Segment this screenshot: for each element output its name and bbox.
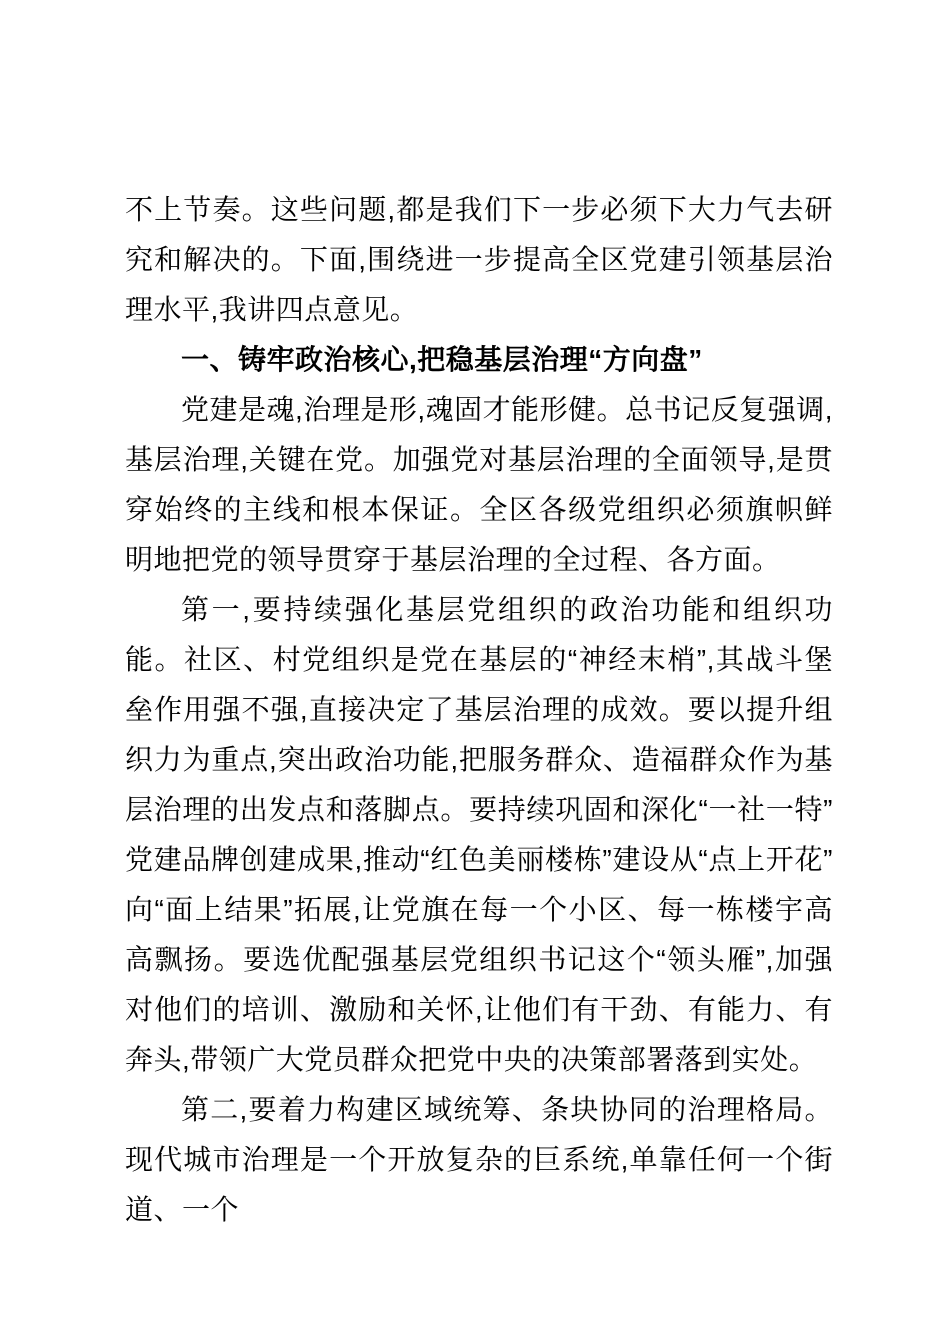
section-heading: 一、铸牢政治核心,把稳基层治理“方向盘”	[181, 344, 703, 375]
document-page	[125, 185, 833, 1235]
paragraph-first-point: 第一,要持续强化基层党组织的政治功能和组织功能。社区、村党组织是党在基层的“神经末梢”,其战斗堡垒作用强不强,直接决定了基层治理的成效。要以提升组织力为重点,突出政治功能,把服务群众、造福群众作为基层治理的出发点和落脚点。要持续巩固和深化“一社一特”党建品牌创建成果,推动“红色美丽楼栋”建设从“点上开花”向“面上结果”拓展,让党旗在每一个小区、每一栋楼宇高高飘扬。要选优配强基层党组织书记这个“领头雁”,加强对他们的培训、激励和关怀,让他们有干劲、有能力、有奔头,带领广大党员群众把党中央的决策部署落到实处。	[125, 594, 833, 1075]
paragraph-party-building-soul: 党建是魂,治理是形,魂固才能形健。总书记反复强调,基层治理,关键在党。加强党对基层治理的全面领导,是贯穿始终的主线和根本保证。全区各级党组织必须旗帜鲜明地把党的领导贯穿于基层治理的全过程、各方面。	[125, 394, 833, 575]
paragraph-second-point: 第二,要着力构建区域统筹、条块协同的治理格局。现代城市治理是一个开放复杂的巨系统,单靠任何一个街道、一个	[125, 1094, 833, 1225]
paragraph-continuation: 不上节奏。这些问题,都是我们下一步必须下大力气去研究和解决的。下面,围绕进一步提高全区党建引领基层治理水平,我讲四点意见。	[125, 194, 833, 325]
